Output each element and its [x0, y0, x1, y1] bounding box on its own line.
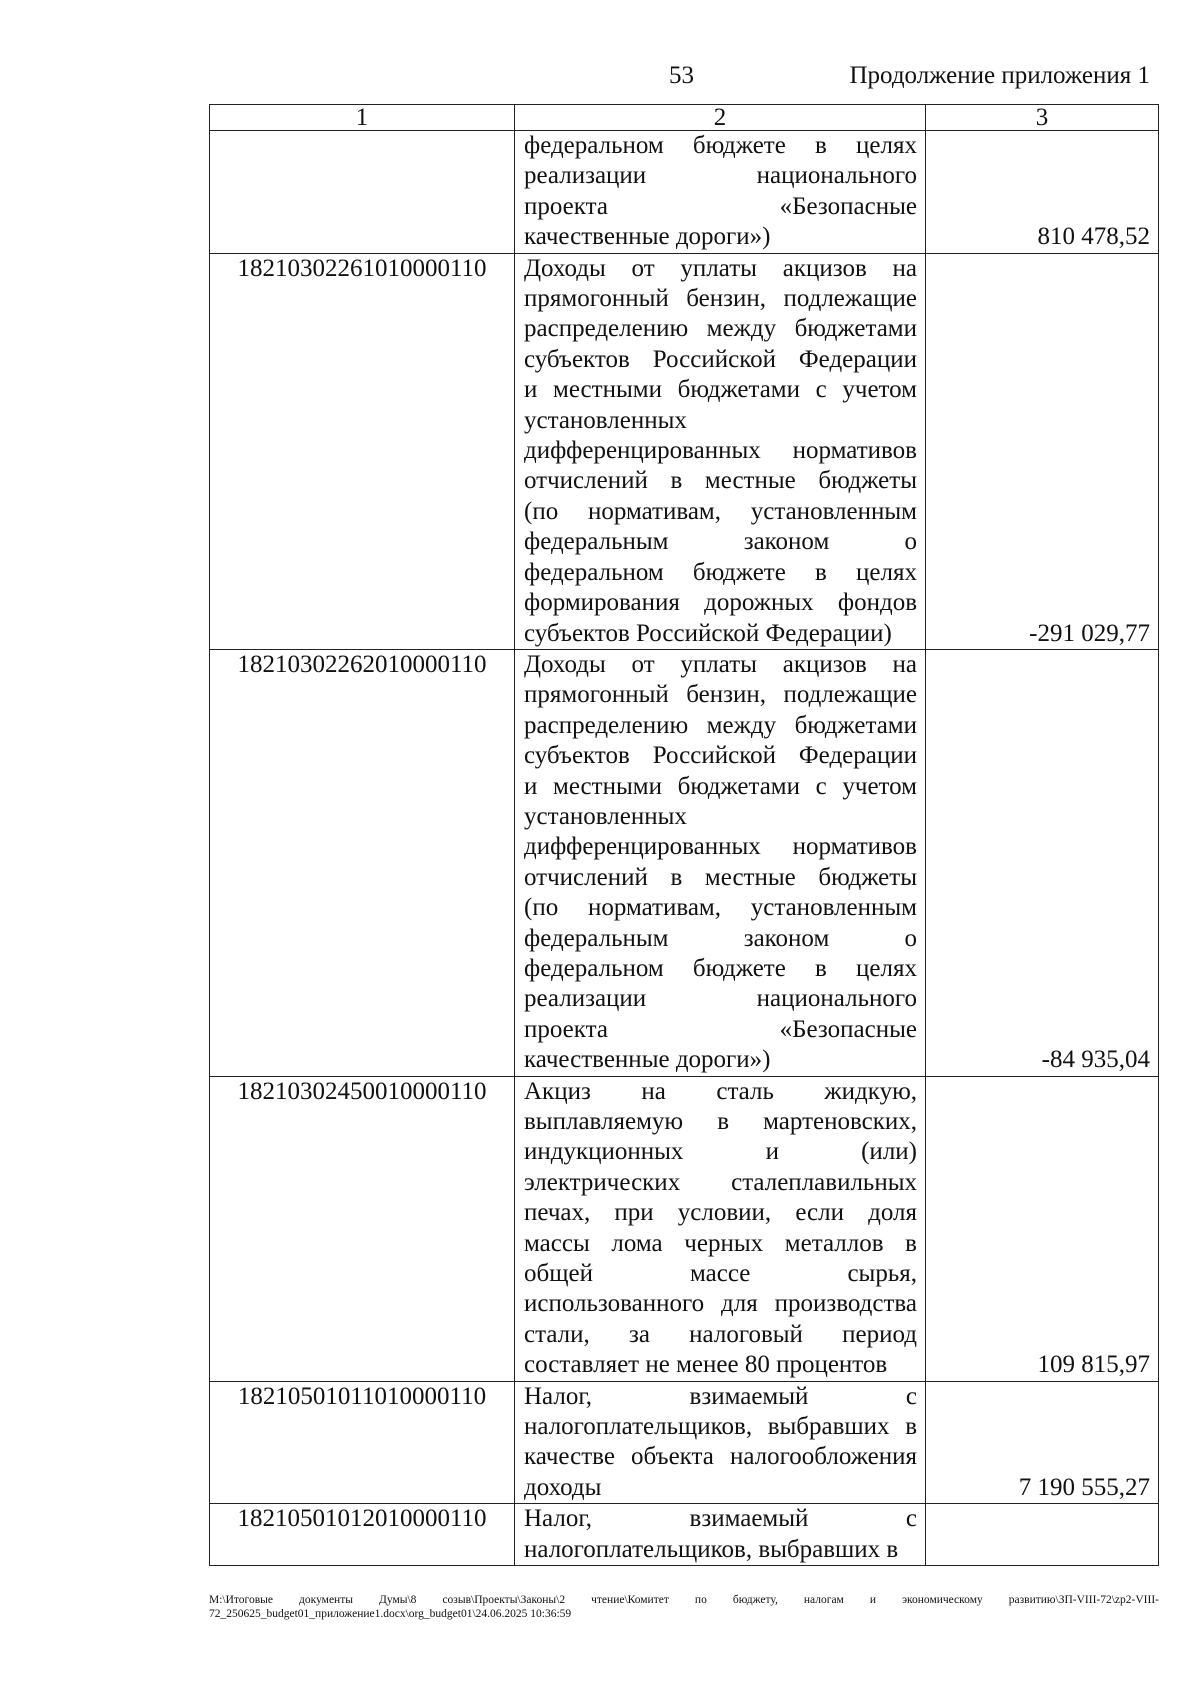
income-code-cell: 18210302262010000110	[210, 649, 515, 1076]
amount-cell: -84 935,04	[926, 649, 1159, 1076]
income-code-cell	[210, 131, 515, 254]
description-line: субъектов Российской Федерации	[524, 742, 917, 770]
description-cell	[515, 1381, 926, 1504]
description-line: дифференцированных нормативов	[524, 437, 917, 465]
description-line: отчислений в местные бюджеты	[524, 863, 917, 891]
description-line: прямогонный бензин, подлежащие	[524, 681, 917, 709]
page-number: 53	[669, 62, 694, 89]
description-line: федеральным законом о	[524, 924, 917, 952]
description-line: (по нормативам, установленным	[524, 894, 917, 922]
amount-cell: -291 029,77	[926, 253, 1159, 649]
table-row	[210, 131, 1159, 254]
description-line: качестве объекта налогообложения	[524, 1443, 917, 1471]
description-line: стали, за налоговый период	[524, 1320, 917, 1348]
income-code-cell: 18210302450010000110	[210, 1076, 515, 1381]
description-line: Налог, взимаемый с	[524, 1382, 917, 1410]
description-line: установленных	[524, 406, 687, 434]
description-line: выплавляемую в мартеновских,	[524, 1108, 917, 1135]
description-line: распределению между бюджетами	[524, 711, 917, 739]
description-cell	[515, 1076, 926, 1381]
continuation-title: Продолжение приложения 1	[849, 62, 1150, 89]
description-cell	[515, 131, 926, 254]
description-line: печах, при условии, если доля	[524, 1199, 917, 1227]
description-line: использованного для производства	[524, 1290, 917, 1318]
description-line: составляет не менее 80 процентов	[524, 1351, 888, 1379]
description-line: и местными бюджетами с учетом	[524, 376, 917, 404]
description-line: электрических сталеплавильных	[524, 1168, 917, 1196]
description-line: распределению между бюджетами	[524, 315, 917, 343]
description-line: (по нормативам, установленным	[524, 497, 917, 525]
footer-file-path: M:\Итоговые документы Думы\8 созыв\Проекты\Законы\2 чтение\Комитет по бюджету, налогам и экономическому развитию\ЗП-VIII-72\zp2-VIII-72_250625_budget01_приложение1.docx\org_budget01\24.06.2025 10:36:59	[209, 1594, 1159, 1620]
description-cell	[515, 1504, 926, 1566]
column-header: 3	[926, 105, 1159, 131]
amount-cell: 109 815,97	[926, 1076, 1159, 1381]
column-header: 1	[210, 105, 515, 131]
description-line: Налог, взимаемый с	[524, 1505, 917, 1533]
description-line: формирования дорожных фондов	[524, 589, 917, 617]
income-code-cell: 18210501012010000110	[210, 1504, 515, 1566]
income-code-cell: 18210302261010000110	[210, 253, 515, 649]
column-header: 2	[515, 105, 926, 131]
table-header-row	[210, 105, 1159, 131]
description-line: общей массе сырья,	[524, 1260, 917, 1288]
description-line: Акциз на сталь жидкую,	[524, 1077, 917, 1105]
description-line: качественные дороги»)	[524, 223, 771, 251]
table-row	[210, 649, 1159, 1076]
description-line: федеральном бюджете в целях	[524, 954, 917, 982]
description-line: реализации национального	[524, 162, 917, 190]
description-line: проекта «Безопасные	[524, 192, 917, 220]
description-line: установленных	[524, 802, 687, 830]
amount-cell: 810 478,52	[926, 131, 1159, 254]
description-cell	[515, 253, 926, 649]
table-row	[210, 1381, 1159, 1504]
description-line: качественные дороги»)	[524, 1046, 771, 1074]
description-line: федеральном бюджете в целях	[524, 558, 917, 586]
table-row	[210, 1504, 1159, 1566]
description-line: субъектов Российской Федерации)	[524, 619, 892, 647]
table-row	[210, 253, 1159, 649]
amount-cell: 7 190 555,27	[926, 1381, 1159, 1504]
description-line: прямогонный бензин, подлежащие	[524, 285, 917, 313]
amount-cell	[926, 1504, 1159, 1566]
description-line: федеральном бюджете в целях	[524, 132, 917, 159]
description-line: доходы	[524, 1473, 602, 1501]
description-line: реализации национального	[524, 985, 917, 1013]
budget-table	[209, 104, 1159, 1566]
description-line: и местными бюджетами с учетом	[524, 772, 917, 800]
table-row	[210, 1076, 1159, 1381]
description-line: субъектов Российской Федерации	[524, 345, 917, 373]
description-line: Доходы от уплаты акцизов на	[524, 254, 917, 282]
description-line: отчислений в местные бюджеты	[524, 467, 917, 495]
income-code-cell: 18210501011010000110	[210, 1381, 515, 1504]
description-line: налогоплательщиков, выбравших в	[524, 1413, 917, 1441]
description-line: массы лома черных металлов в	[524, 1229, 917, 1257]
description-line: индукционных и (или)	[524, 1138, 917, 1166]
description-line: дифференцированных нормативов	[524, 833, 917, 861]
description-line: федеральным законом о	[524, 528, 917, 556]
description-line: Доходы от уплаты акцизов на	[524, 650, 917, 678]
description-line: проекта «Безопасные	[524, 1015, 917, 1043]
description-cell	[515, 649, 926, 1076]
description-line: налогоплательщиков, выбравших в	[524, 1535, 899, 1563]
